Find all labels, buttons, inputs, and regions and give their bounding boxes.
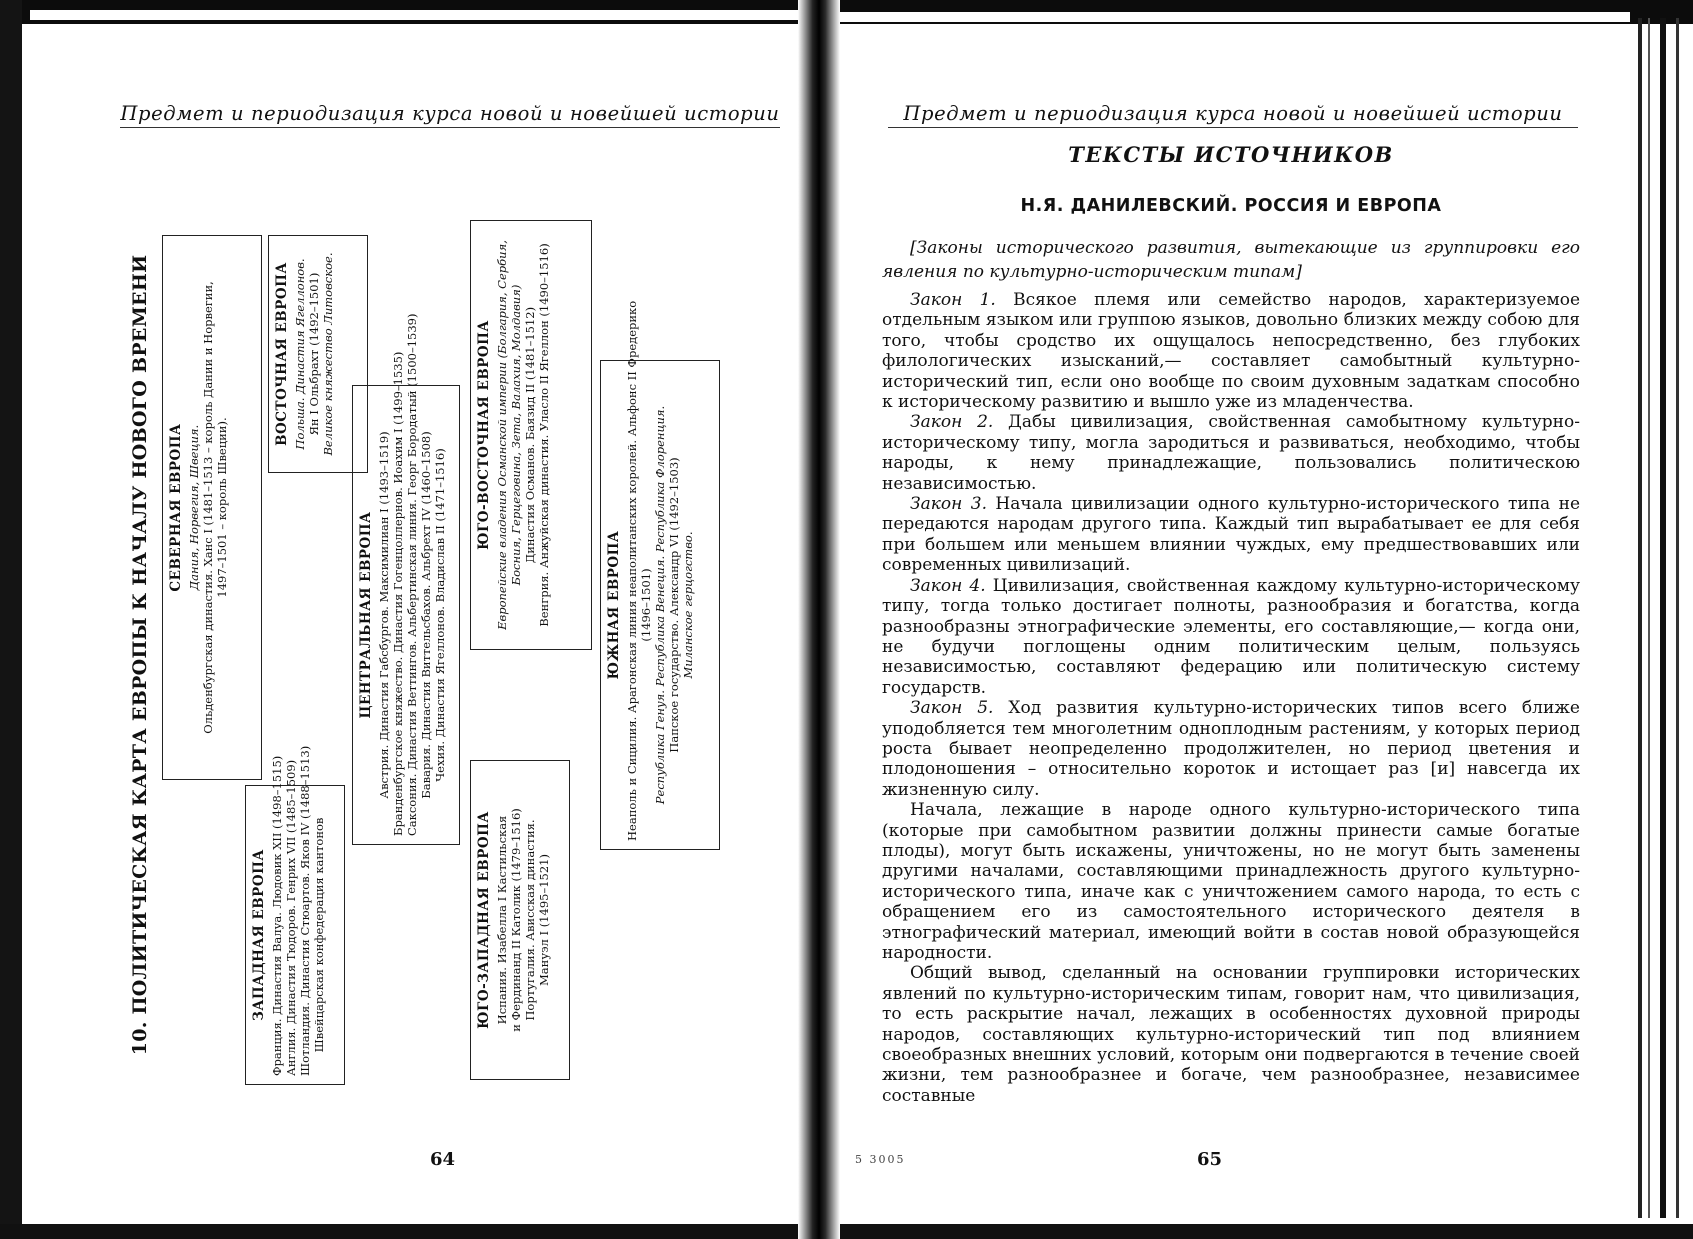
box-line: Мануэл I (1495–1521) <box>537 854 551 986</box>
box-line: Саксония. Династия Веттингов. Альбертинская линия. Георг Бородатый (1500–1539) <box>405 313 419 836</box>
running-head-left: Предмет и периодизация курса новой и новейшей истории <box>120 102 780 128</box>
box-line: Франция. Династия Валуа. Людовик XII (1498–1515) <box>270 755 284 1076</box>
box-line: Ян I Ольбрахт (1492–1501) <box>307 272 321 436</box>
box-west-europe <box>245 745 345 1085</box>
law-label: Закон 3. <box>910 494 987 515</box>
box-line: Босния, Герцеговина, Зета, Валахия, Молдавия) <box>509 284 523 586</box>
box-title: ЮЖНАЯ ЕВРОПА <box>606 530 622 680</box>
box-line: Великое княжество Литовское. <box>321 252 335 456</box>
paragraph <box>882 963 1580 1106</box>
page-edge <box>1648 18 1650 1218</box>
article-body <box>882 290 1580 1106</box>
page-number-left: 64 <box>430 1149 456 1170</box>
article-title: Н.Я. ДАНИЛЕВСКИЙ. РОССИЯ И ЕВРОПА <box>1020 196 1442 216</box>
box-title: ЮГО-ВОСТОЧНАЯ ЕВРОПА <box>476 320 492 550</box>
box-line: 1497–1501 – король Швеции). <box>215 417 229 598</box>
box-line: Венгрия. Анжуйская династия. Уласло II Ягеллон (1490–1516) <box>537 243 551 627</box>
page-edge <box>1638 18 1642 1218</box>
box-line: Папское государство. Александр VI (1492–1503) <box>667 457 681 753</box>
box-line: Шотландия. Династия Стюартов. Яков IV (1488–1513) <box>298 745 312 1076</box>
box-line: Неаполь и Сицилия. Арагонская линия неаполитанских королей. Альфонс II Фредерико <box>625 300 639 841</box>
box-line: Португалия. Ависская династия. <box>523 819 537 1021</box>
political-map-scheme <box>120 225 780 1085</box>
box-line: Австрия. Династия Габсбургов. Максимилиан I (1493–1519) <box>377 431 391 799</box>
box-southeast-europe <box>470 220 592 650</box>
box-south-europe <box>600 300 720 850</box>
box-line: Ольденбургская династия. Ханс I (1481–1513 – король Дании и Норвегии, <box>201 281 215 734</box>
paragraph-text: Общий вывод, сделанный на основании группировки исторических явлений по культурно-историческим типам, говорит нам, что цивилизация, то есть раскрытие начал, лежащих в особенностях духовной природы народов, составляющих культурно-исторический тип под влиянием своеобразных внешних условий, которым они подвергаются в течение своей жизни, тем разнообразнее и богаче, чем разнообразнее, независимее составные <box>882 963 1580 1106</box>
box-title: ЮГО-ЗАПАДНАЯ ЕВРОПА <box>476 811 492 1029</box>
law-label: Закон 1. <box>910 290 996 310</box>
box-line: Бранденбургское княжество. Династия Гогенцоллернов. Иоахим I (1499–1535) <box>391 351 405 836</box>
box-title: СЕВЕРНАЯ ЕВРОПА <box>168 423 184 592</box>
box-southwest-europe <box>470 760 570 1080</box>
box-line: Дания, Норвегия, Швеция. <box>187 424 201 591</box>
law-label: Закон 5. <box>910 698 994 719</box>
paragraph-text: Ход развития культурно-исторических типов всего ближе уподобляется тем многолетним одноплодным растениям, у которых период роста бывает неопределенно продолжителен, но период цветения и плодоношения – относительно короток и истощает раз [и] навсегда их жизненную силу. <box>882 698 1580 800</box>
box-line: Англия. Династия Тюдоров. Генрих VII (1485–1509) <box>284 759 298 1076</box>
article-subtitle: [Законы исторического развития, вытекающие из группировки его явления по культурно-историческим типам] <box>882 238 1580 282</box>
scan-border-gap <box>30 10 800 20</box>
box-central-europe <box>352 313 460 845</box>
box-title: ЗАПАДНАЯ ЕВРОПА <box>251 849 267 1021</box>
box-line: Швейцарская конфедерация кантонов <box>312 817 326 1053</box>
box-line: Польша. Династия Ягеллонов. <box>293 258 307 450</box>
paragraph-text: Начала, лежащие в народе одного культурно-исторического типа (которые при самобытном развитии должны принести самые богатые плоды), могут быть искажены, уничтожены, но не могут быть заменены другими началами, составляющими принадлежность другого культурно-исторического типа, иначе как с уничтожением самого народа, то есть с обращением его из самостоятельного исторического деятеля в этнографический материал, имеющий войти в состав новой образующейся народности. <box>882 800 1580 963</box>
box-line: Республика Генуя. Республика Венеция. Республика Флоренция. <box>653 405 667 805</box>
box-title: ЦЕНТРАЛЬНАЯ ЕВРОПА <box>358 511 374 719</box>
paragraph-text: Всякое племя или семейство народов, характеризуемое отдельным языком или группою языков, довольно близких между собою для того, чтобы сродство их ощущалось непосредственно, без глубоких филологических изысканий,— составляет самобытный культурно-исторический тип, если оно вообще по своим духовным задаткам способно к историческому развитию и вышло уже из младенчества. <box>882 290 1581 413</box>
page-edge <box>1676 18 1679 1218</box>
box-line: Миланское герцогство. <box>681 531 695 679</box>
box-line: Испания. Изабелла I Кастильская <box>495 815 509 1025</box>
box-line: Европейские владения Османской империи (Болгария, Сербия, <box>495 240 509 630</box>
page-number-right: 65 <box>1197 1149 1223 1170</box>
box-line: (1496–1501) <box>639 568 653 642</box>
box-north-europe <box>162 235 262 780</box>
paragraph <box>882 698 1580 800</box>
paragraph <box>882 290 1580 412</box>
box-line: Чехия. Династия Ягеллонов. Владислав II (1471–1516) <box>433 448 447 782</box>
scheme-title: 10. ПОЛИТИЧЕСКАЯ КАРТА ЕВРОПЫ К НАЧАЛУ НОВОГО ВРЕМЕНИ <box>129 254 151 1056</box>
paragraph-text: Дабы цивилизация, свойственная самобытному культурно-историческому типу, могла зародиться и развиваться, необходимо, чтобы народы, к нему принадлежащие, пользовались политическою независимостью. <box>882 412 1580 494</box>
box-title: ВОСТОЧНАЯ ЕВРОПА <box>274 262 290 446</box>
paragraph-text: Цивилизация, свойственная каждому культурно-историческому типу, тогда только достигает полноты, разнообразия и богатства, когда разнообразны этнографические элементы, его составляющие,— когда они, не будучи поглощены одним политическим целым, пользуясь независимостью, составляют федерацию или политическую систему государств. <box>882 575 1580 698</box>
box-line: Бавария. Династия Виттельсбахов. Альбрехт IV (1460–1508) <box>419 431 433 799</box>
law-label: Закон 4. <box>910 575 986 596</box>
paragraph <box>882 576 1580 698</box>
paragraph <box>882 412 1580 494</box>
scan-border-gap <box>830 12 1630 22</box>
page-edge <box>1660 18 1666 1218</box>
law-label: Закон 2. <box>910 412 994 433</box>
scan-border-left <box>0 0 22 1239</box>
box-line: Династия Османов. Баязид II (1481–1512) <box>523 306 537 564</box>
paragraph <box>882 494 1580 576</box>
scan-border-bottom <box>0 1224 1693 1239</box>
book-gutter <box>798 0 840 1239</box>
section-title: ТЕКСТЫ ИСТОЧНИКОВ <box>1068 142 1394 167</box>
paragraph-text: Начала цивилизации одного культурно-исторического типа не передаются народам другого типа. Каждый тип вырабатывает ее для себя при большем или меньшем влиянии чуждых, ему предшествовавших или современных цивилизаций. <box>882 494 1581 576</box>
running-head-right: Предмет и периодизация курса новой и новейшей истории <box>888 102 1578 128</box>
paragraph <box>882 800 1580 963</box>
printer-signature: 5 3005 <box>855 1153 906 1166</box>
box-line: и Фердинанд II Католик (1479–1516) <box>509 808 523 1032</box>
